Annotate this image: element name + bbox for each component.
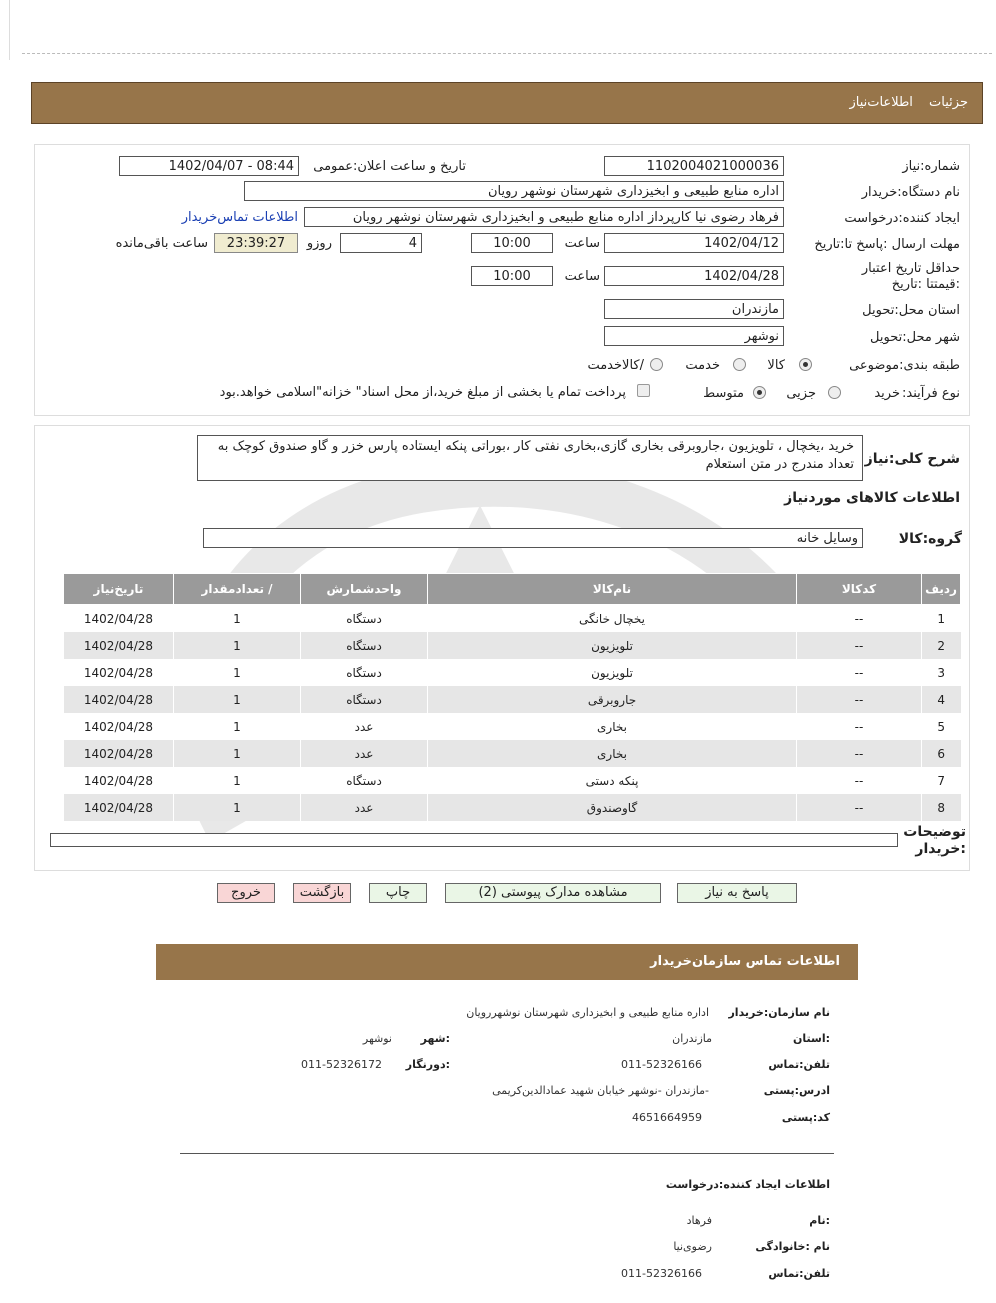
buyer-org-label: نام دستگاه:خریدار <box>861 185 960 200</box>
creator-section-title: اطلاعات ایجاد کننده:درخواست <box>665 1178 830 1191</box>
cell-name: جاروبرقی <box>428 686 797 713</box>
contact-postal-label: کد:پستی <box>781 1111 830 1124</box>
cell-unit: دستگاه <box>301 605 428 633</box>
cell-code: -- <box>797 659 922 686</box>
cell-code: -- <box>797 713 922 740</box>
buyer-org-field: اداره منابع طبیعی و ابخیزداری شهرستان نوشهر رویان <box>244 181 784 201</box>
cell-quantity: 1 <box>174 794 301 821</box>
process-medium-label: متوسط <box>703 386 744 401</box>
cell-row: 4 <box>922 686 961 713</box>
days-field: 4 <box>340 233 422 253</box>
table-row <box>64 605 961 633</box>
cell-date: 1402/04/28 <box>64 767 174 794</box>
print-button[interactable]: چاپ <box>369 883 427 903</box>
cell-name: بخاری <box>428 740 797 767</box>
validity-hour-label: ساعت <box>564 269 600 284</box>
deadline-time-field: 10:00 <box>471 233 553 253</box>
cell-code: -- <box>797 686 922 713</box>
creator-name-value: فرهاد <box>686 1214 712 1227</box>
cell-row: 1 <box>922 605 961 633</box>
table-row <box>64 713 961 740</box>
cell-unit: عدد <box>301 740 428 767</box>
cell-unit: عدد <box>301 794 428 821</box>
cell-quantity: 1 <box>174 767 301 794</box>
contact-postal-value: 4651664959 <box>632 1111 702 1124</box>
process-label: نوع فرآیند: <box>902 386 960 401</box>
table-row <box>64 632 961 659</box>
days-label: روزو <box>306 236 332 251</box>
province-label: استان محل:تحویل <box>862 303 960 318</box>
cell-date: 1402/04/28 <box>64 659 174 686</box>
table-row <box>64 794 961 821</box>
contact-address-label: ادرس:پستی <box>763 1084 830 1097</box>
goods-group-label: گروه:کالا <box>898 531 962 547</box>
exit-button[interactable]: خروج <box>217 883 275 903</box>
cell-quantity: 1 <box>174 632 301 659</box>
contact-city-value: نوشهر <box>362 1032 392 1045</box>
cell-date: 1402/04/28 <box>64 740 174 767</box>
category-service-radio[interactable] <box>733 358 746 371</box>
contact-city-label: :شهر <box>420 1032 450 1045</box>
creator-phone-label: تلفن:تماس <box>768 1267 830 1280</box>
summary-label: شرح کلی:نیاز <box>864 451 960 467</box>
category-goods-service-label: /کالاخدمت <box>587 358 644 373</box>
creator-family-value: رضوی‌نیا <box>673 1240 712 1253</box>
cell-unit: دستگاه <box>301 767 428 794</box>
category-goods-service-radio[interactable] <box>650 358 663 371</box>
tab-details[interactable]: جزئیات <box>929 95 968 110</box>
cell-quantity: 1 <box>174 686 301 713</box>
cell-name: پنکه دستی <box>428 767 797 794</box>
process-medium-radio[interactable] <box>753 386 766 399</box>
announce-field: 1402/04/07 - 08:44 <box>119 156 299 176</box>
need-number-field: 1102004021000036 <box>604 156 784 176</box>
cell-date: 1402/04/28 <box>64 605 174 633</box>
cell-code: -- <box>797 605 922 633</box>
cell-name: تلویزیون <box>428 632 797 659</box>
cell-name: یخچال خانگی <box>428 605 797 633</box>
deadline-date-field: 1402/04/12 <box>604 233 784 253</box>
cell-quantity: 1 <box>174 605 301 633</box>
col-name: نام‌کالا <box>428 574 797 605</box>
cell-date: 1402/04/28 <box>64 632 174 659</box>
summary-field: خرید ،یخچال ، تلویزیون ،جاروبرقی بخاری گازی،بخاری نفتی کار ،بوراتی پنکه ایستاده پارس خزر و گاو صندوق کوچک به تعداد مندرج در متن استعلام <box>197 435 863 481</box>
tab-need-info[interactable]: اطلاعات‌نیاز <box>849 95 913 110</box>
cell-unit: دستگاه <box>301 686 428 713</box>
process-partial-radio[interactable] <box>828 386 841 399</box>
contact-divider <box>180 1153 834 1154</box>
validity-date-field: 1402/04/28 <box>604 266 784 286</box>
city-label: شهر محل:تحویل <box>870 330 960 345</box>
cell-row: 2 <box>922 632 961 659</box>
contact-address-value: -مازندران -نوشهر خیابان شهید عمادالدین‌کریمی <box>492 1084 709 1097</box>
deadline-hour-label: ساعت <box>564 236 600 251</box>
province-field: مازندران <box>604 299 784 319</box>
cell-quantity: 1 <box>174 713 301 740</box>
top-divider <box>22 53 992 54</box>
creator-field: فرهاد رضوی نیا کارپرداز اداره منابع طبیعی و ابخیزداری شهرستان نوشهر رویان <box>304 207 784 227</box>
header-bar <box>31 82 983 124</box>
cell-date: 1402/04/28 <box>64 713 174 740</box>
cell-unit: دستگاه <box>301 632 428 659</box>
col-code: کدکالا <box>797 574 922 605</box>
contact-fax-label: :دورنگار <box>405 1058 450 1071</box>
contact-phone-value: 011-52326166 <box>621 1058 702 1071</box>
col-row: ردیف <box>922 574 961 605</box>
contact-province-value: مازندران <box>672 1032 712 1045</box>
col-quantity: / تعدادمقدار <box>174 574 301 605</box>
payment-note: پرداخت تمام یا بخشی از مبلغ خرید،از محل اسناد" خزانه"اسلامی خواهد.بود <box>219 385 626 400</box>
goods-info-heading: اطلاعات کالاهای موردنیاز <box>784 490 960 506</box>
process-buy-label: خرید <box>874 386 900 401</box>
goods-table <box>63 573 961 821</box>
creator-family-label: نام :خانوادگی <box>755 1240 830 1253</box>
table-row <box>64 740 961 767</box>
need-number-label: شماره:نیاز <box>902 159 960 174</box>
contact-title: اطلاعات تماس سازمان‌خریدار <box>650 954 840 969</box>
creator-label: ایجاد کننده:درخواست <box>844 211 960 226</box>
announce-label: تاریخ و ساعت اعلان:عمومی <box>313 159 466 174</box>
remaining-timer: 23:39:27 <box>214 233 298 253</box>
cell-name: گاوصندوق <box>428 794 797 821</box>
col-date: تاریخ‌نیاز <box>64 574 174 605</box>
cell-date: 1402/04/28 <box>64 794 174 821</box>
deadline-label: مهلت ارسال :پاسخ تا:تاریخ <box>814 237 960 252</box>
table-row <box>64 659 961 686</box>
table-row <box>64 767 961 794</box>
remaining-label: ساعت باقی‌مانده <box>115 236 208 251</box>
cell-code: -- <box>797 767 922 794</box>
contact-phone-label: تلفن:تماس <box>768 1058 830 1071</box>
contact-province-label: :استان <box>793 1032 830 1045</box>
process-partial-label: جزیی <box>786 386 816 401</box>
category-label: طبقه بندی:موضوعی <box>849 358 960 373</box>
cell-unit: دستگاه <box>301 659 428 686</box>
cell-unit: عدد <box>301 713 428 740</box>
cell-name: تلویزیون <box>428 659 797 686</box>
creator-phone-value: 011-52326166 <box>621 1267 702 1280</box>
attachments-button[interactable]: مشاهده مدارک پیوستی (2) <box>445 883 661 903</box>
cell-row: 7 <box>922 767 961 794</box>
back-button[interactable]: بازگشت <box>293 883 351 903</box>
cell-code: -- <box>797 794 922 821</box>
cell-quantity: 1 <box>174 659 301 686</box>
buyer-contact-link[interactable]: اطلاعات تماس‌خریدار <box>181 210 298 225</box>
buyer-notes-field <box>50 833 898 847</box>
contact-header-bar <box>156 944 858 980</box>
buyer-notes-label: توضیحات :خریدار <box>903 824 966 857</box>
table-row <box>64 686 961 713</box>
validity-label: حداقل تاریخ اعتبار :قیمتتا :تاریخ <box>861 261 960 292</box>
contact-org-value: اداره منابع طبیعی و ابخیزداری شهرستان نوشهررویان <box>466 1006 709 1019</box>
cell-row: 3 <box>922 659 961 686</box>
col-unit: واحدشمارش <box>301 574 428 605</box>
left-edge-line <box>9 0 10 60</box>
cell-name: بخاری <box>428 713 797 740</box>
city-field: نوشهر <box>604 326 784 346</box>
category-goods-radio[interactable] <box>799 358 812 371</box>
validity-time-field: 10:00 <box>471 266 553 286</box>
creator-name-label: :نام <box>809 1214 830 1227</box>
cell-quantity: 1 <box>174 740 301 767</box>
contact-org-label: نام سازمان:خریدار <box>728 1006 830 1019</box>
cell-date: 1402/04/28 <box>64 686 174 713</box>
cell-row: 8 <box>922 794 961 821</box>
goods-group-field: وسایل خانه <box>203 528 863 548</box>
cell-row: 5 <box>922 713 961 740</box>
category-goods-label: کالا <box>767 358 785 373</box>
reply-button[interactable]: پاسخ به نیاز <box>677 883 797 903</box>
cell-code: -- <box>797 740 922 767</box>
cell-row: 6 <box>922 740 961 767</box>
contact-fax-value: 011-52326172 <box>301 1058 382 1071</box>
goods-table-header <box>64 574 961 605</box>
category-service-label: خدمت <box>685 358 720 373</box>
treasury-payment-checkbox[interactable] <box>637 384 650 397</box>
cell-code: -- <box>797 632 922 659</box>
